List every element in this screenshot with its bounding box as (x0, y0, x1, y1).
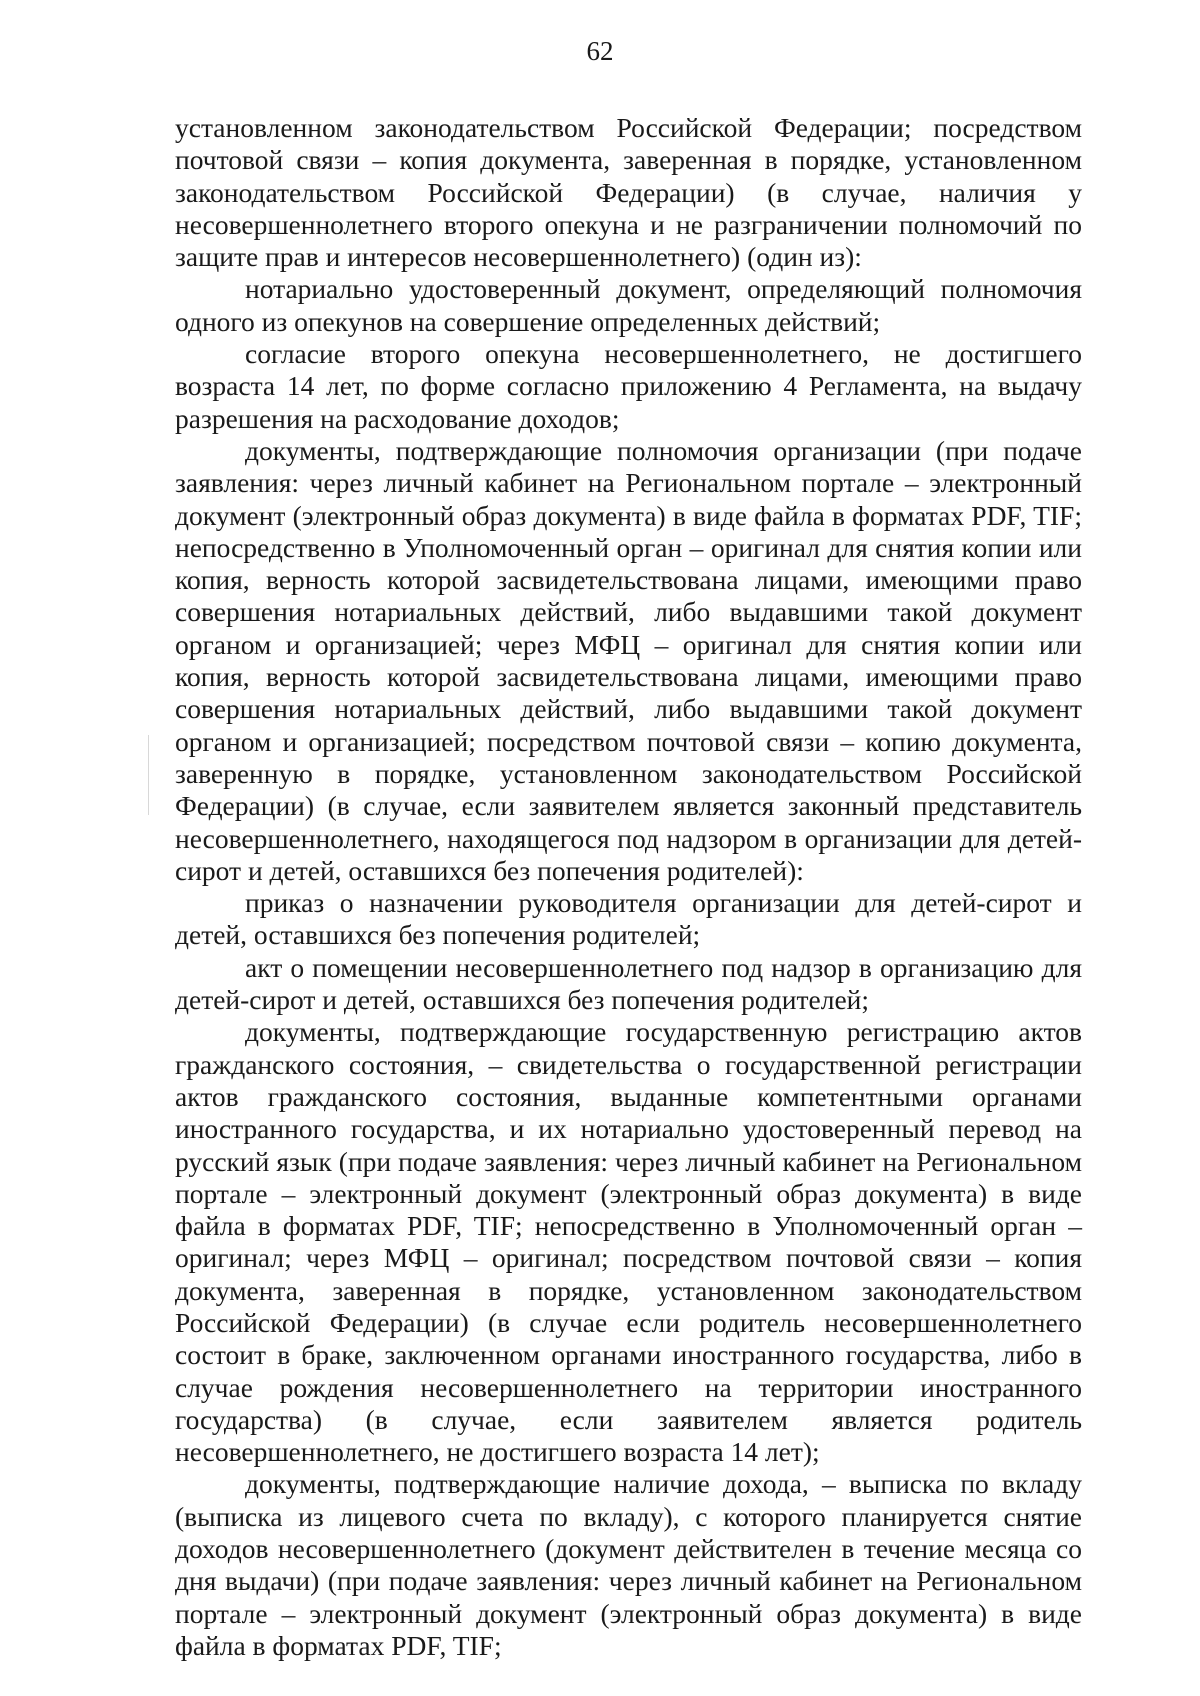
document-body (175, 112, 1082, 1662)
paragraph-placement-act: акт о помещении несовершеннолетнего под надзор в организацию для детей-сирот и детей, оставшихся без попечения родителей; (175, 951, 1082, 1016)
paragraph-notarial-document: нотариально удостоверенный документ, определяющий полномочия одного из опекунов на совершение определенных действий; (175, 273, 1082, 337)
paragraph-second-guardian-consent: согласие второго опекуна несовершеннолетнего, не достигшего возраста 14 лет, по форме согласно приложению 4 Регламента, на выдачу разрешения на расходование доходов; (175, 338, 1082, 434)
scan-margin-mark (148, 735, 149, 815)
paragraph-director-order: приказ о назначении руководителя организации для детей-сирот и детей, оставшихся без попечения родителей; (175, 887, 1082, 951)
page-number: 62 (586, 36, 614, 66)
paragraph-income-documents: документы, подтверждающие наличие дохода, – выписка по вкладу (выписка из лицевого счета по вкладу), с которого планируется снятие доходов несовершеннолетнего (документ действителен в течение месяца со дня выдачи) (при подаче заявления: через личный кабинет на Региональном портале – электронный документ (электронный образ документа) в виде файла в форматах PDF, TIF; (175, 1468, 1082, 1661)
paragraph-organization-authority: документы, подтверждающие полномочия организации (при подаче заявления: через личный кабинет на Региональном портале – электронный документ (электронный образ документа) в виде файла в форматах PDF, TIF; непосредственно в Уполномоченный орган – оригинал для снятия копии или копия, верность которой засвидетельствована лицами, имеющими право совершения нотариальных действий, либо выдавшими такой документ органом и организацией; через МФЦ – оригинал для снятия копии или копия, верность которой засвидетельствована лицами, имеющими право совершения нотариальных действий, либо выдавшими такой документ органом и организацией; посредством почтовой связи – копию документа, заверенную в порядке, установленном законодательством Российской Федерации) (в случае, если заявителем является законный представитель несовершеннолетнего, находящегося под надзором в организации для детей-сирот и детей, оставшихся без попечения родителей): (175, 434, 1082, 886)
paragraph-continuation: установленном законодательством Российской Федерации; посредством почтовой связи – копия документа, заверенная в порядке, установленном законодательством Российской Федерации) (в случае, наличия у несовершеннолетнего второго опекуна и не разграничении полномочий по защите прав и интересов несовершеннолетнего) (один из): (175, 112, 1082, 273)
paragraph-civil-registration: документы, подтверждающие государственную регистрацию актов гражданского состояния, – свидетельства о государственной регистрации актов гражданского состояния, выданные компетентными органами иностранного государства, и их нотариально удостоверенный перевод на русский язык (при подаче заявления: через личный кабинет на Региональном портале – электронный документ (электронный образ документа) в виде файла в форматах PDF, TIF; непосредственно в Уполномоченный орган – оригинал; через МФЦ – оригинал; посредством почтовой связи – копия документа, заверенная в порядке, установленном законодательством Российской Федерации) (в случае если родитель несовершеннолетнего состоит в браке, заключенном органами иностранного государства, либо в случае рождения несовершеннолетнего на территории иностранного государства) (в случае, если заявителем является родитель несовершеннолетнего, не достигшего возраста 14 лет); (175, 1016, 1082, 1468)
